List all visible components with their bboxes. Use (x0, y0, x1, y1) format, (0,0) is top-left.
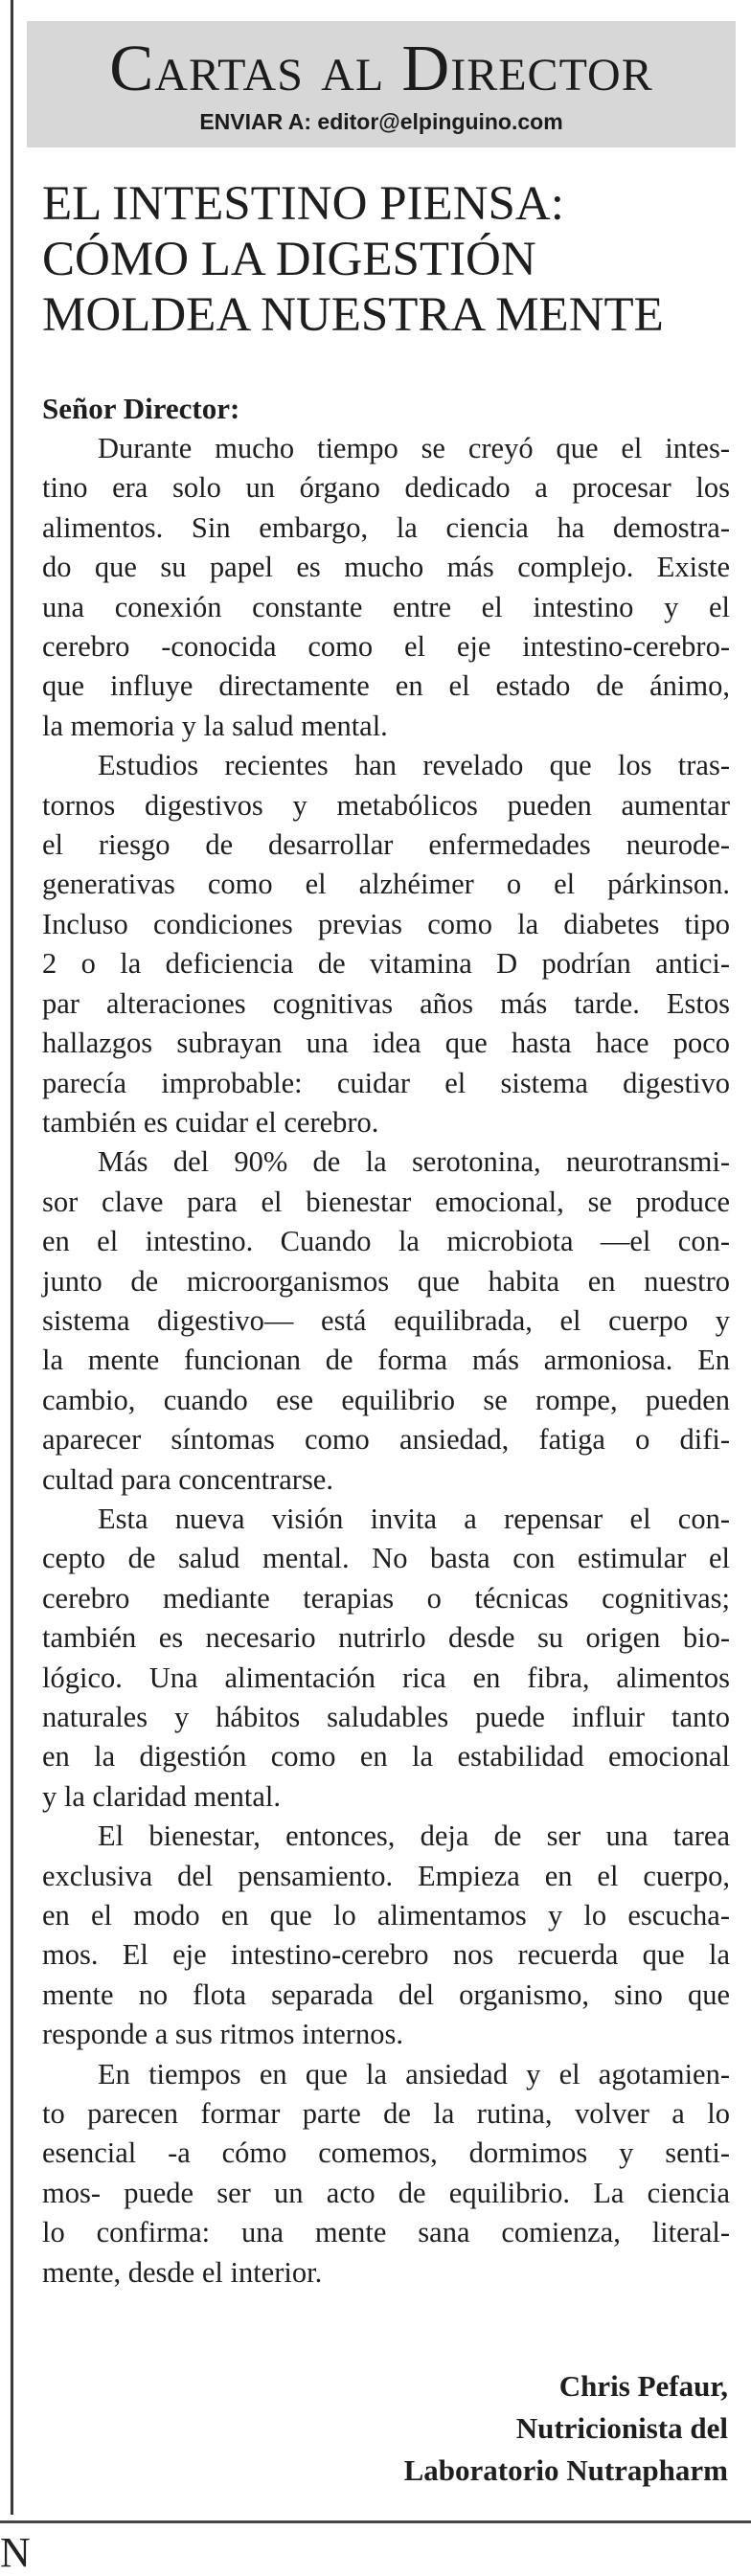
body-line: Durante mucho tiempo se creyó que el intes- (98, 432, 730, 464)
body-line: cambio, cuando ese equilibrio se rompe, pueden (42, 1383, 730, 1416)
body-paragraph (42, 1142, 730, 1500)
body-line: mos. El eje intestino-cerebro nos recuerda que la (42, 1938, 730, 1972)
headline-line: CÓMO LA DIGESTIÓN (42, 233, 536, 286)
body-line: naturales y hábitos saludables puede influir tanto (42, 1701, 730, 1733)
body-line: también es necesario nutrirlo desde su origen bio- (42, 1621, 730, 1655)
body-line: responde a sus ritmos internos. (42, 2018, 403, 2051)
letter-body (42, 429, 730, 2293)
body-line: sor clave para el bienestar emocional, se produce (42, 1185, 730, 1218)
body-line: cerebro mediante terapias o técnicas cognitivas; (42, 1581, 730, 1615)
body-line: Esta nueva visión invita a repensar el con- (98, 1502, 730, 1535)
headline-line: MOLDEA NUESTRA MENTE (42, 288, 664, 342)
body-line: 2 o la deficiencia de vitamina D podrían antici- (42, 947, 730, 981)
body-line: En tiempos en que la ansiedad y el agotamien- (98, 2057, 730, 2090)
body-line: mos- puede ser un acto de equilibrio. La ciencia (42, 2176, 730, 2209)
bottom-rule (0, 2520, 751, 2523)
body-line: cepto de salud mental. No basta con estimular el (42, 1542, 730, 1575)
body-line: tino era solo un órgano dedicado a procesar los (42, 471, 730, 505)
salutation: Señor Director: (42, 392, 240, 425)
body-line: Incluso condiciones previas como la diabetes tipo (42, 907, 730, 940)
body-line: mente no flota separada del organismo, sino que (42, 1977, 730, 2011)
body-line: to parecen formar parte de la rutina, volver a lo (42, 2097, 730, 2131)
section-header (27, 21, 736, 147)
body-line: el riesgo de desarrollar enfermedades neurode- (42, 828, 730, 862)
body-line: El bienestar, entonces, deja de ser una tarea (98, 1819, 730, 1853)
body-paragraph (42, 746, 730, 1142)
body-line: cerebro -conocida como el eje intestino-cerebro- (42, 630, 730, 664)
adjacent-column-fragment: N (0, 2529, 31, 2576)
body-paragraph (42, 2055, 730, 2293)
body-line: alimentos. Sin embargo, la ciencia ha demostra- (42, 510, 730, 544)
body-line: esencial -a cómo comemos, dormimos y senti- (42, 2136, 730, 2170)
body-line: y la claridad mental. (42, 1779, 281, 1813)
body-paragraph (42, 429, 730, 746)
signature-name: Chris Pefaur, (558, 2369, 728, 2403)
body-line: generativas como el alzhéimer o el párkinson. (42, 868, 730, 901)
body-line: lo confirma: una mente sana comienza, literal- (42, 2216, 730, 2249)
body-line: hallazgos subrayan una idea que hasta hace poco (42, 1027, 730, 1060)
body-paragraph (42, 1817, 730, 2054)
body-line: también es cuidar el cerebro. (42, 1105, 379, 1139)
body-line: junto de microorganismos que habita en nuestro (42, 1264, 730, 1298)
body-line: Más del 90% de la serotonina, neurotransmi- (98, 1145, 730, 1179)
body-line: do que su papel es mucho más complejo. Existe (42, 551, 730, 584)
body-line: tornos digestivos y metabólicos pueden aumentar (42, 788, 730, 822)
body-paragraph (42, 1500, 730, 1817)
headline-line: EL INTESTINO PIENSA: (42, 177, 564, 231)
signature-affiliation: Laboratorio Nutrapharm (403, 2453, 728, 2487)
body-line: una conexión constante entre el intestino y el (42, 590, 730, 623)
signature-block (404, 2365, 728, 2492)
body-line: lógico. Una alimentación rica en fibra, alimentos (42, 1661, 730, 1694)
body-line: exclusiva del pensamiento. Empieza en el cuerpo, (42, 1859, 730, 1892)
body-line: en el intestino. Cuando la microbiota —el con- (42, 1225, 730, 1258)
body-line: la mente funcionan de forma más armoniosa. En (42, 1344, 730, 1377)
body-line: sistema digestivo— está equilibrada, el cuerpo y (42, 1303, 730, 1337)
send-to-email-line: ENVIAR A: editor@elpinguino.com (199, 109, 563, 134)
section-title: Cartas al Director (109, 32, 653, 104)
left-column-rule (11, 0, 13, 2515)
body-line: aparecer síntomas como ansiedad, fatiga o difi- (42, 1423, 730, 1457)
body-line: parecía improbable: cuidar el sistema digestivo (42, 1066, 730, 1099)
body-line: cultad para concentrarse. (42, 1462, 333, 1496)
body-line: par alteraciones cognitivas años más tarde. Estos (42, 986, 730, 1020)
letter-headline (42, 176, 732, 343)
body-line: que influye directamente en el estado de ánimo, (42, 669, 730, 703)
body-line: en la digestión como en la estabilidad emocional (42, 1740, 730, 1774)
body-line: la memoria y la salud mental. (42, 709, 388, 742)
body-line: mente, desde el interior. (42, 2255, 323, 2289)
body-line: en el modo en que lo alimentamos y lo escucha- (42, 1899, 730, 1932)
body-line: Estudios recientes han revelado que los tras- (98, 749, 730, 782)
signature-title: Nutricionista del (515, 2411, 728, 2445)
